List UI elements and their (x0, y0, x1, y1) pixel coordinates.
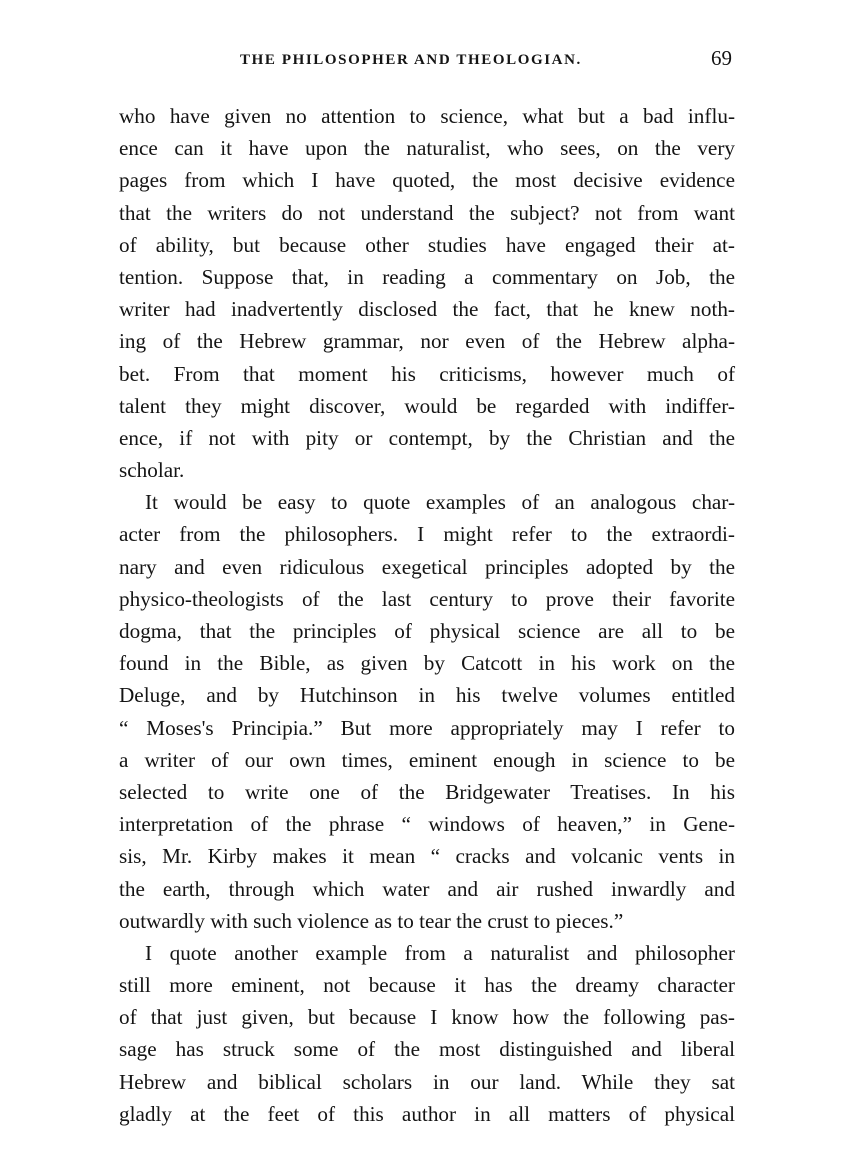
text-line: still more eminent, not because it has the dreamy character (119, 973, 735, 998)
text-line: pages from which I have quoted, the most decisive evidence (119, 168, 735, 193)
text-line: talent they might discover, would be regarded with indiffer- (119, 393, 735, 418)
text-line: selected to write one of the Bridgewater Treatises. In his (119, 779, 735, 804)
running-head (118, 46, 738, 76)
paragraph-1 (119, 100, 735, 486)
text-line: “ Moses's Principia.” But more appropriately may I refer to (119, 715, 735, 740)
body-text (119, 100, 735, 1130)
text-line: of that just given, but because I know how the following pas- (119, 1005, 735, 1030)
text-line: dogma, that the principles of physical science are all to be (119, 619, 735, 643)
text-line: who have given no attention to science, what but a bad influ- (119, 104, 735, 128)
text-line: the earth, through which water and air rushed inwardly and (119, 876, 735, 901)
text-line: writer had inadvertently disclosed the fact, that he knew noth- (119, 297, 735, 322)
text-line: physico-theologists of the last century to prove their favorite (119, 586, 735, 611)
text-line: ence can it have upon the naturalist, who sees, on the very (119, 136, 735, 161)
text-line: bet. From that moment his criticisms, however much of (119, 361, 735, 386)
text-line: of ability, but because other studies have engaged their at- (119, 232, 735, 257)
running-title: THE PHILOSOPHER AND THEOLOGIAN. (240, 52, 582, 68)
text-line: found in the Bible, as given by Catcott in his work on the (119, 651, 735, 676)
text-line: ing of the Hebrew grammar, nor even of the Hebrew alpha- (119, 329, 735, 354)
text-line: gladly at the feet of this author in all matters of physical (119, 1101, 735, 1126)
paragraph-3 (119, 937, 735, 1130)
text-line: I quote another example from a naturalist and philosopher (145, 940, 735, 965)
text-line: It would be easy to quote examples of an analogous char- (145, 490, 735, 515)
text-line: acter from the philosophers. I might refer to the extraordi- (119, 522, 735, 547)
text-line: Deluge, and by Hutchinson in his twelve volumes entitled (119, 683, 735, 708)
text-line: outwardly with such violence as to tear the crust to pieces.” (119, 908, 624, 933)
paragraph-2 (119, 486, 735, 937)
text-line: a writer of our own times, eminent enough in science to be (119, 747, 735, 772)
text-line: scholar. (119, 458, 185, 483)
text-line: nary and even ridiculous exegetical principles adopted by the (119, 554, 735, 579)
text-line: Hebrew and biblical scholars in our land. While they sat (119, 1069, 735, 1094)
page-number: 69 (711, 46, 732, 70)
text-line: that the writers do not understand the subject? not from want (119, 200, 735, 225)
text-line: ence, if not with pity or contempt, by the Christian and the (119, 425, 735, 450)
text-line: sis, Mr. Kirby makes it mean “ cracks and volcanic vents in (119, 844, 735, 869)
text-line: tention. Suppose that, in reading a commentary on Job, the (119, 264, 735, 289)
text-line: sage has struck some of the most distinguished and liberal (119, 1037, 735, 1062)
text-line: interpretation of the phrase “ windows of heaven,” in Gene- (119, 812, 735, 837)
